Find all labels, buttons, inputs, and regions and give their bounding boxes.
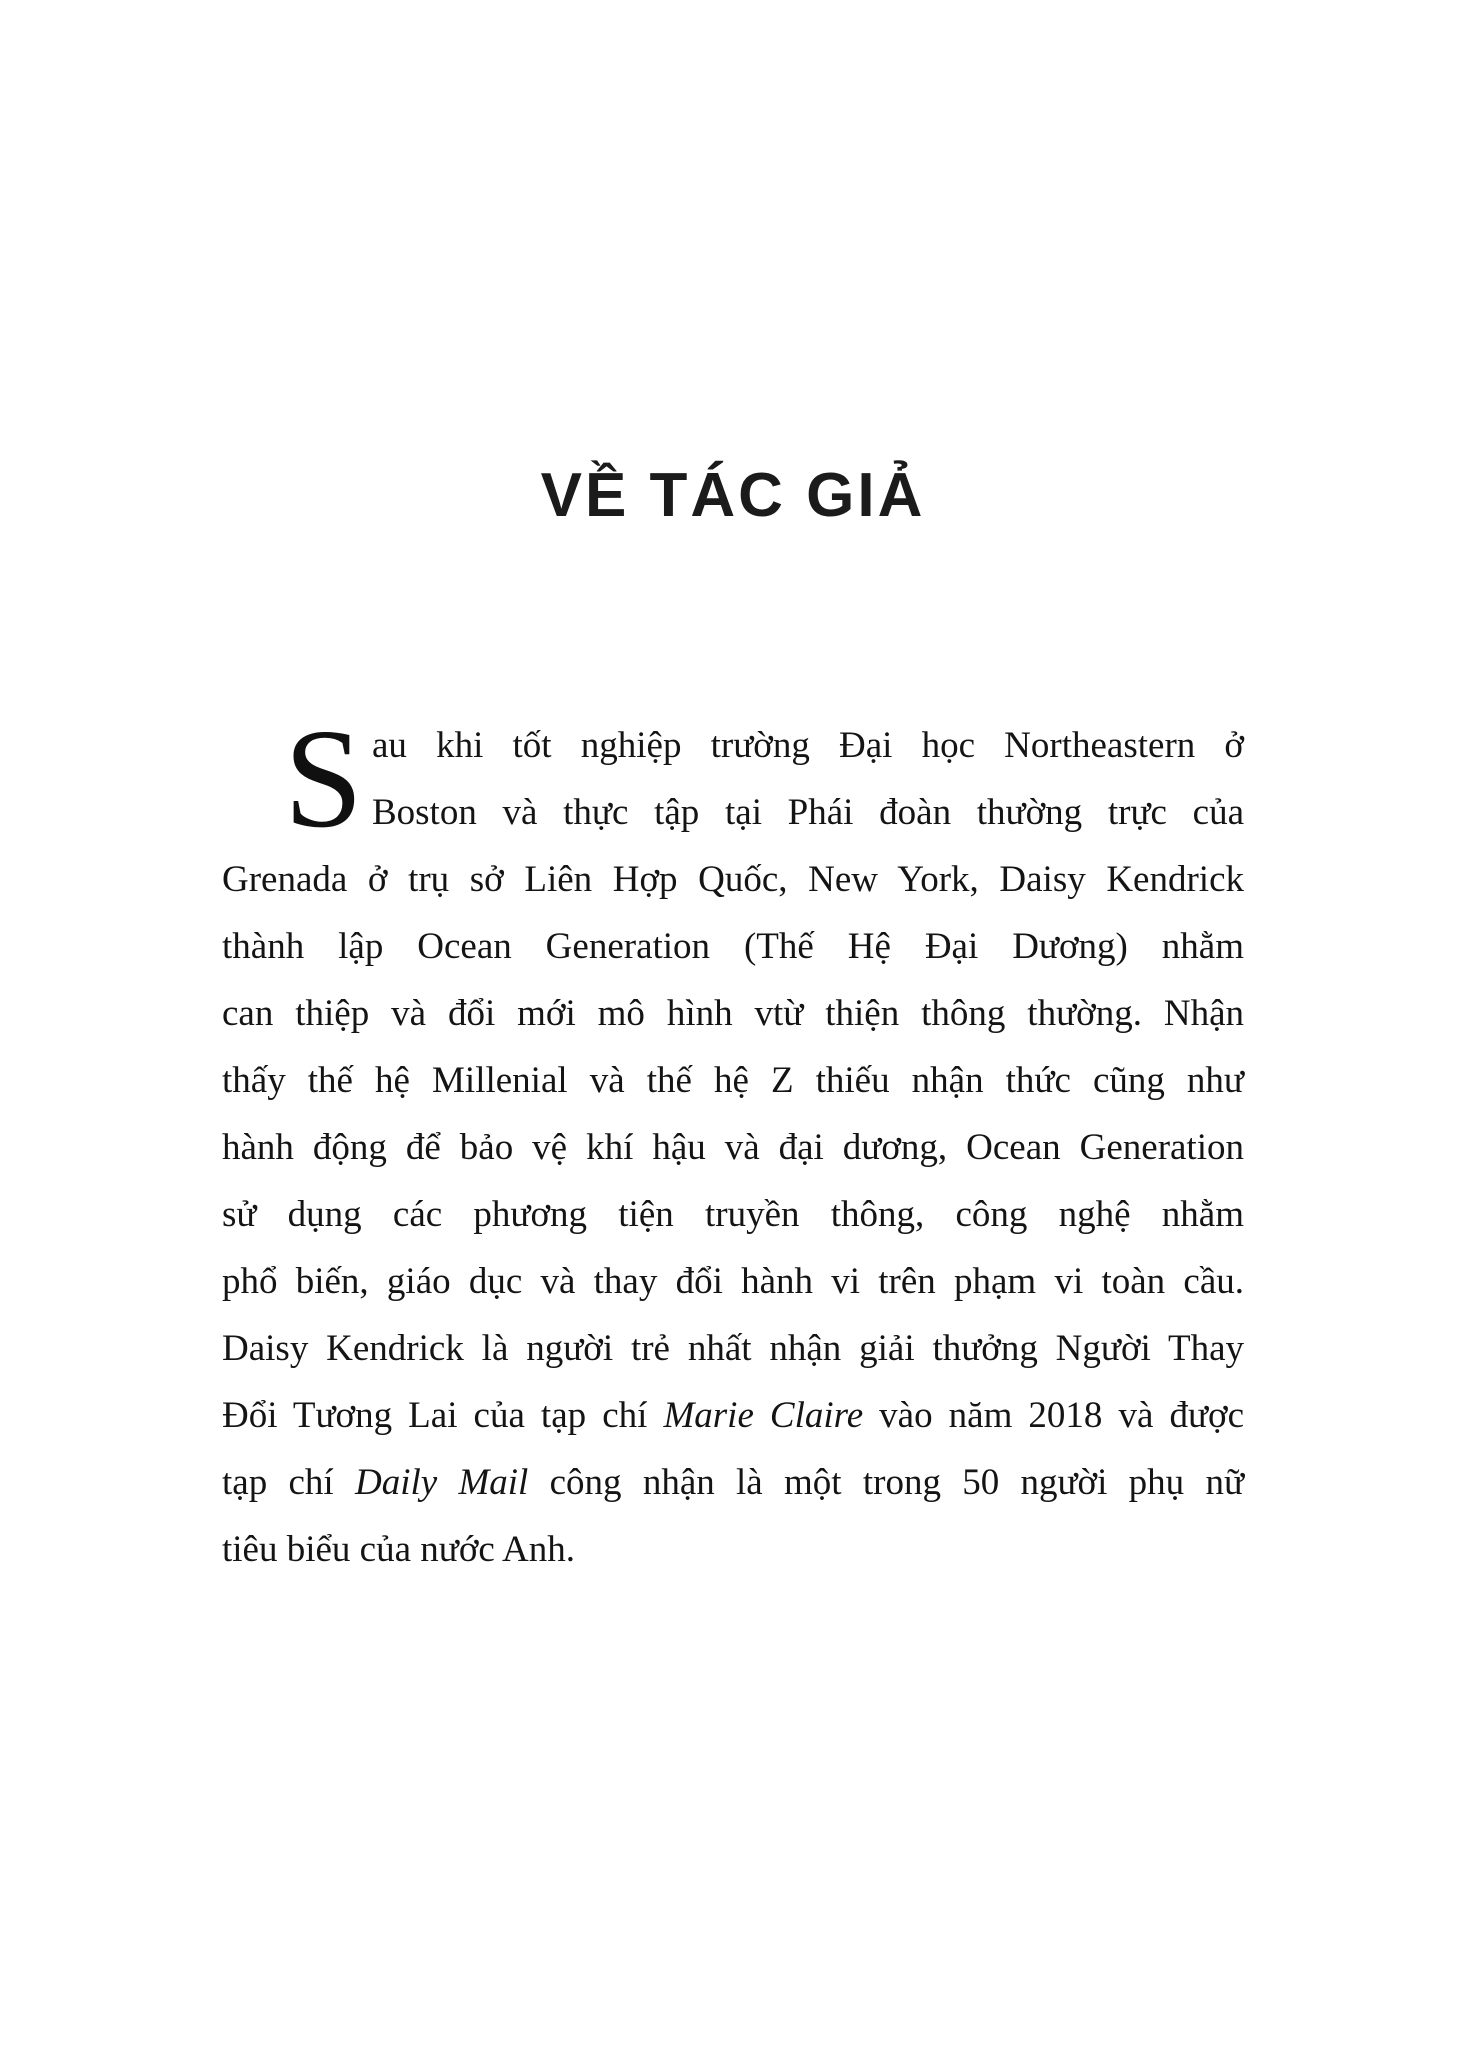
paragraph-lines [222, 699, 1245, 1583]
text-line: thấy thế hệ Millenial và thế hệ Z thiếu nhận thức cũng như [222, 1060, 1244, 1101]
page-title: VỀ TÁC GIẢ [540, 461, 926, 530]
italic-magazine-name: Daily Mail [354, 1462, 529, 1503]
text-line: can thiệp và đổi mới mô hình vtừ thiện thông thường. Nhận [222, 993, 1244, 1034]
text-line: Đổi Tương Lai của tạp chí Marie Claire vào năm 2018 và được [222, 1395, 1245, 1436]
text-line: tạp chí Daily Mail công nhận là một trong 50 người phụ nữ [222, 1462, 1245, 1503]
text-line: au khi tốt nghiệp trường Đại học Northeastern ở [371, 725, 1244, 766]
text-line: Daisy Kendrick là người trẻ nhất nhận giải thưởng Người Thay [222, 1328, 1244, 1369]
text-line: phổ biến, giáo dục và thay đổi hành vi trên phạm vi toàn cầu. [222, 1261, 1244, 1302]
text-line: sử dụng các phương tiện truyền thông, công nghệ nhằm [222, 1194, 1244, 1235]
text-line: hành động để bảo vệ khí hậu và đại dương, Ocean Generation [222, 1127, 1244, 1168]
text-line: Grenada ở trụ sở Liên Hợp Quốc, New York, Daisy Kendrick [222, 859, 1244, 900]
text-line: thành lập Ocean Generation (Thế Hệ Đại Dương) nhằm [222, 926, 1244, 967]
drop-cap: S [284, 699, 363, 857]
about-author-paragraph [222, 699, 1245, 1583]
text-line: Boston và thực tập tại Phái đoàn thường trực của [371, 792, 1244, 833]
text-line: tiêu biểu của nước Anh. [222, 1529, 575, 1570]
italic-magazine-name: Marie Claire [663, 1395, 864, 1436]
